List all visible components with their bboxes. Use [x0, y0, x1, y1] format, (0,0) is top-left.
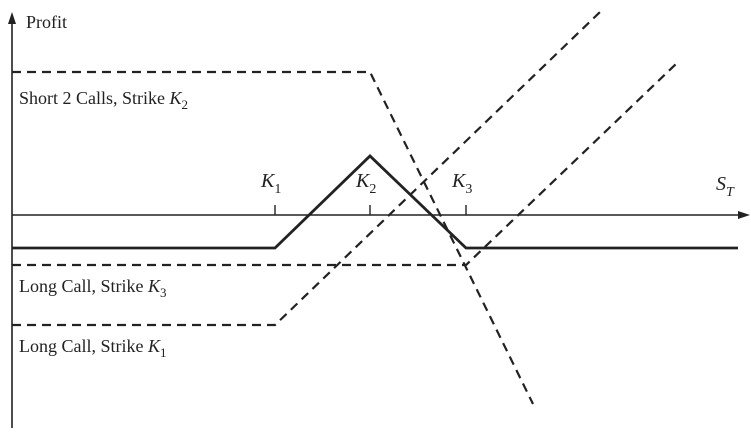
x-axis-arrowhead	[738, 211, 750, 219]
strike-label-k2	[355, 170, 376, 197]
long-call-k3-label-text: Long Call, Strike	[19, 276, 148, 296]
x-axis-label	[716, 173, 735, 200]
strike-label-k1	[260, 170, 281, 197]
long-call-k1-label-text: Long Call, Strike	[19, 336, 148, 356]
butterfly-spread-total-line	[12, 156, 738, 248]
long-call-k1-label-subscript: 1	[160, 345, 167, 360]
long-call-k1-label-symbol: K	[148, 336, 161, 356]
short-2-calls-label	[19, 88, 188, 112]
strike-k2-symbol: K	[356, 170, 370, 192]
long-call-k1-label	[19, 336, 167, 360]
long-call-k3-label-symbol: K	[148, 276, 161, 296]
x-axis-label-symbol: S	[716, 173, 726, 195]
y-axis-arrowhead	[8, 12, 16, 24]
short-2-calls-label-text: Short 2 Calls, Strike	[19, 88, 170, 108]
strike-k1-subscript: 1	[274, 182, 282, 197]
x-axis-label-subscript: T	[726, 185, 734, 200]
short-2-calls-label-symbol: K	[169, 88, 182, 108]
strike-k2-subscript: 2	[369, 182, 377, 197]
strike-k3-symbol: K	[452, 170, 466, 192]
long-call-k3-label-subscript: 3	[160, 285, 167, 300]
strike-k1-symbol: K	[261, 170, 275, 192]
strike-label-k3	[451, 170, 472, 197]
strike-k3-subscript: 3	[465, 182, 473, 197]
axes	[8, 12, 750, 428]
long-call-k3-label	[19, 276, 167, 300]
short-2-calls-label-subscript: 2	[181, 97, 189, 112]
y-axis-label: Profit	[26, 12, 68, 32]
